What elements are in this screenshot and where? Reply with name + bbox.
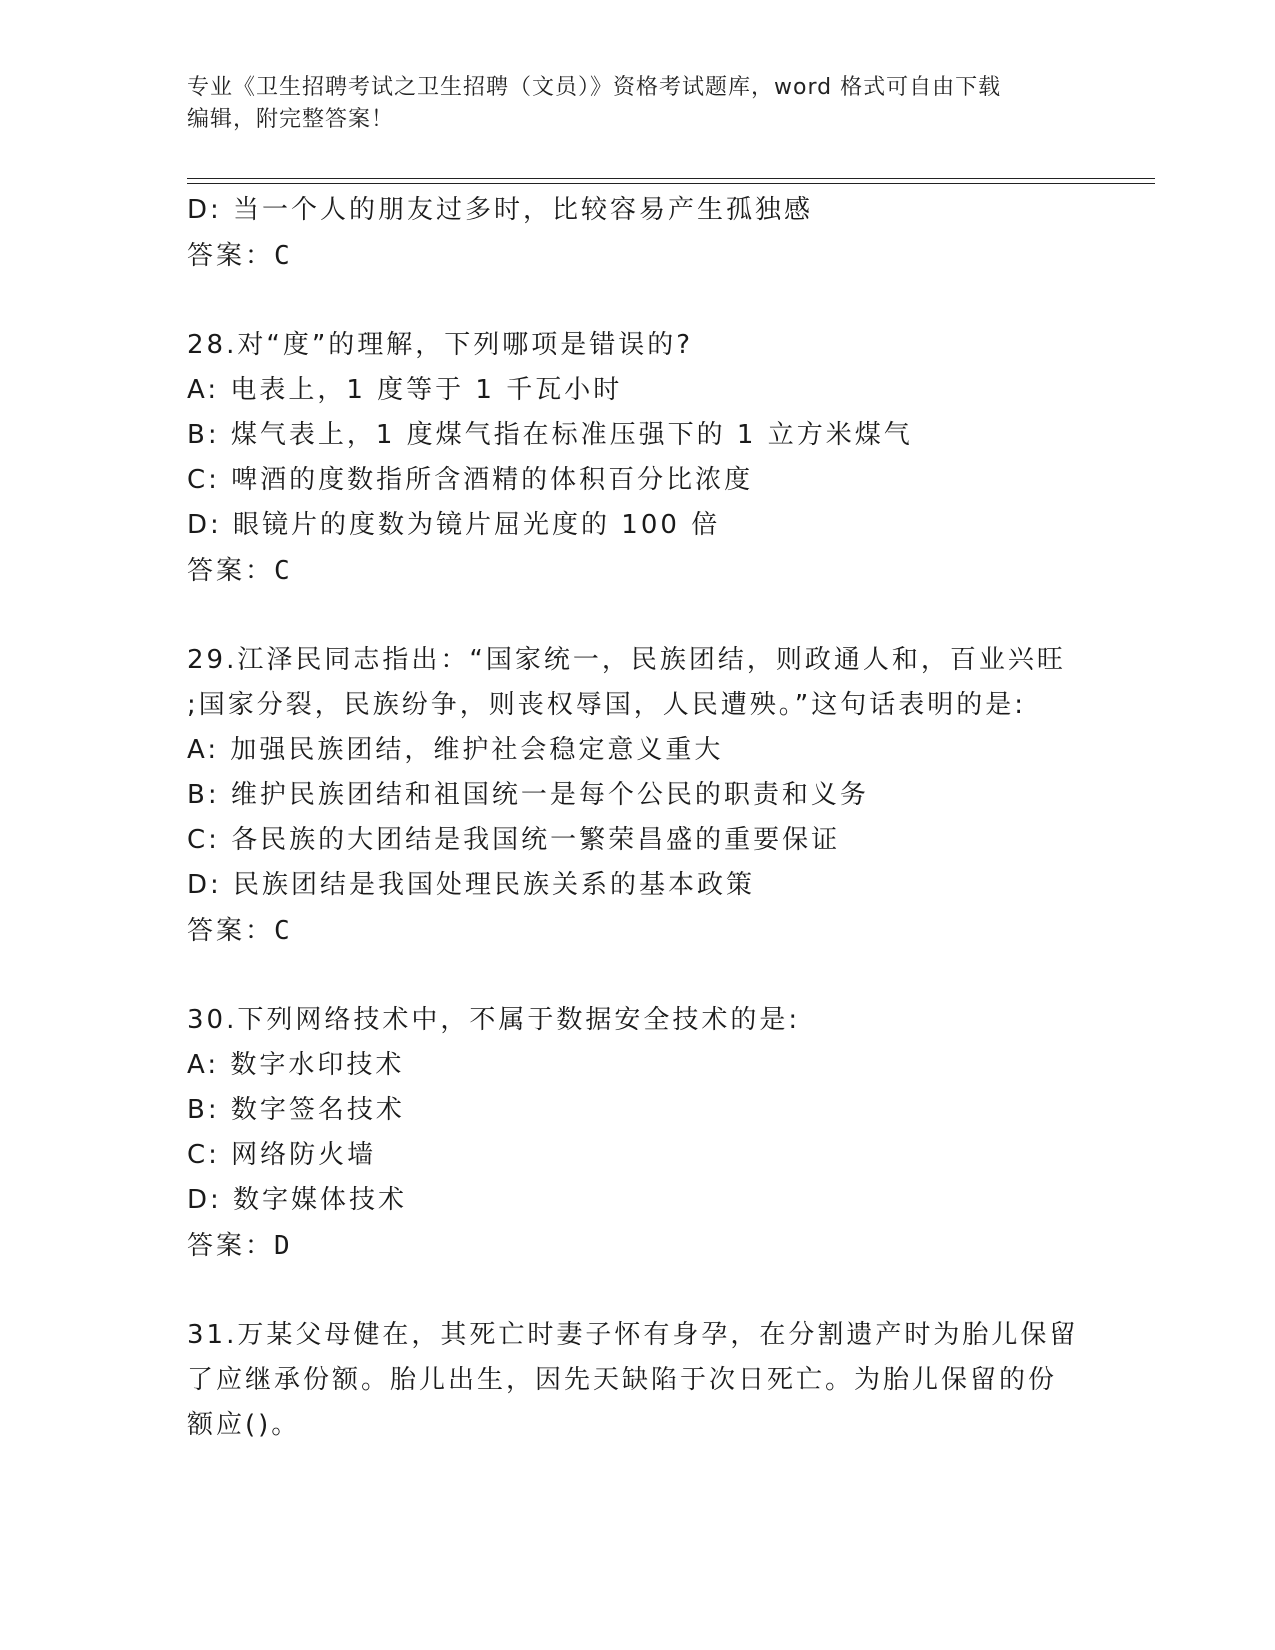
header-line-1: 专业《卫生招聘考试之卫生招聘（文员）》资格考试题库，word 格式可自由下载	[187, 75, 1002, 100]
answer-line	[187, 548, 1087, 594]
question-stem-line-1: 31.万某父母健在，其死亡时妻子怀有身孕，在分割遗产时为胎儿保留	[187, 1320, 1079, 1350]
option-a: A: 数字水印技术	[187, 1050, 405, 1080]
option-b: B: 维护民族团结和祖国统一是每个公民的职责和义务	[187, 780, 869, 810]
spacer	[187, 279, 1087, 323]
question-28	[187, 323, 1087, 594]
header-divider-bottom	[187, 183, 1155, 184]
question-list	[187, 188, 1087, 1448]
question-31	[187, 1313, 1087, 1448]
answer-value: C	[274, 556, 293, 586]
answer-label: 答案：	[187, 916, 275, 946]
spacer	[187, 1269, 1087, 1313]
answer-line	[187, 908, 1087, 954]
option-c: C: 啤酒的度数指所含酒精的体积百分比浓度	[187, 465, 754, 495]
answer-line	[187, 1223, 1087, 1269]
answer-value: C	[274, 916, 293, 946]
question-continued	[187, 188, 1087, 279]
page-header	[187, 72, 1087, 136]
option-b: B: 数字签名技术	[187, 1095, 405, 1125]
option-c: C: 网络防火墙	[187, 1140, 377, 1170]
question-stem-line-2: 了应继承份额。胎儿出生，因先天缺陷于次日死亡。为胎儿保留的份	[187, 1365, 1058, 1395]
question-29	[187, 638, 1087, 954]
question-stem-line-3: 额应()。	[187, 1410, 301, 1440]
option-a: A: 电表上，1 度等于 1 千瓦小时	[187, 375, 623, 405]
spacer	[187, 594, 1087, 638]
answer-label: 答案：	[187, 556, 275, 586]
answer-value: C	[274, 241, 293, 271]
option-d: D: 当一个人的朋友过多时，比较容易产生孤独感	[187, 195, 814, 225]
option-d: D: 眼镜片的度数为镜片屈光度的 100 倍	[187, 510, 721, 540]
option-d: D: 数字媒体技术	[187, 1185, 408, 1215]
option-d: D: 民族团结是我国处理民族关系的基本政策	[187, 870, 756, 900]
question-stem-line-1: 29.江泽民同志指出：“国家统一，民族团结，则政通人和，百业兴旺	[187, 645, 1066, 675]
question-30	[187, 998, 1087, 1269]
spacer	[187, 954, 1087, 998]
question-stem: 28.对“度”的理解，下列哪项是错误的?	[187, 330, 694, 360]
answer-line	[187, 233, 1087, 279]
answer-value: D	[274, 1231, 293, 1261]
option-a: A: 加强民族团结，维护社会稳定意义重大	[187, 735, 724, 765]
question-stem: 30.下列网络技术中，不属于数据安全技术的是:	[187, 1005, 801, 1035]
question-stem-line-2: ;国家分裂，民族纷争，则丧权辱国，人民遭殃。”这句话表明的是:	[187, 690, 1026, 720]
header-divider-top	[187, 178, 1155, 179]
header-line-2: 编辑，附完整答案！	[187, 107, 395, 132]
answer-label: 答案：	[187, 241, 275, 271]
option-c: C: 各民族的大团结是我国统一繁荣昌盛的重要保证	[187, 825, 841, 855]
answer-label: 答案：	[187, 1231, 275, 1261]
option-b: B: 煤气表上，1 度煤气指在标准压强下的 1 立方米煤气	[187, 420, 913, 450]
